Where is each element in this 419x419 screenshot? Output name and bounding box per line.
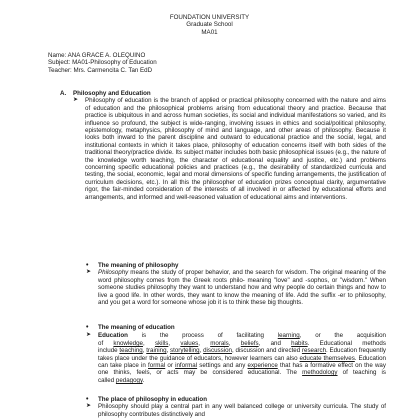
subsection-heading <box>86 324 386 331</box>
university-name: FOUNDATION UNIVERSITY <box>169 14 250 21</box>
link-research[interactable]: research <box>301 347 327 355</box>
link-learning[interactable]: learning <box>277 332 300 340</box>
link-educate-themselves[interactable]: educate themselves <box>299 354 355 362</box>
round-bullet-icon: • <box>86 324 89 331</box>
paragraph-text: Philosophy of education is the branch of applied or practical philosophy concerned with the nature and aims of education and the philosophical problems arising from educational theory and practice. Because that practice is ubiquitous in and across human societies, its social and individual manifestations so varied, and its influence so profound, the subject is wide-ranging, involving issues in ethics and social/political philosophy, epistemology, metaphysics, philosophy of mind and language, and other areas of philosophy. Because it looks both inward to the parent discipline and outward to educational practice and the social, legal, and institutional contexts in which it takes place, philosophy of education concerns itself with both sides of the traditional theory/practice divide. Its subject matter includes both basic philosophical issues (e.g., the nature of the knowledge worth teaching, the character of educational equality and justice, etc.) and problems concerning specific educational policies and practices (e.g., the desirability of standardized curricula and testing, the social, economic, legal and moral dimensions of specific funding arrangements, the justification of curriculum decisions, etc.). In all this the philosopher of education prizes conceptual clarity, argumentative rigor, the fair-minded consideration of the interests of all involved in or affected by educational efforts and arrangements, and informed and well-reasoned valuation of educational aims and interventions. <box>85 97 386 201</box>
link-formal[interactable]: formal <box>148 362 166 370</box>
link-values[interactable]: values <box>180 339 199 347</box>
link-teaching[interactable]: teaching <box>119 347 143 355</box>
section-meaning-of-education <box>86 324 386 384</box>
teacher-line: Teacher: Mrs. Carmencita C. Tan EdD <box>48 66 153 74</box>
arrow-bullet-icon: ➤ <box>86 269 92 276</box>
term-education: Education <box>98 332 128 340</box>
link-training[interactable]: training <box>146 347 167 355</box>
round-bullet-icon: • <box>86 262 89 269</box>
paragraph-item <box>73 97 386 201</box>
link-morals[interactable]: morals <box>210 339 229 347</box>
link-habits[interactable]: habits <box>291 339 308 347</box>
section-heading <box>60 90 386 97</box>
document-header <box>0 14 419 36</box>
link-storytelling[interactable]: storytelling <box>170 347 200 355</box>
section-title: Philosophy and Education <box>73 90 151 97</box>
link-informal[interactable]: informal <box>175 362 198 370</box>
paragraph-text: Philosophy means the study of proper behavior, and the search for wisdom. The original meaning of the word philosophy comes from the Greek roots philo- meaning "love" and -sophos, or "wisdom." When someone studies philosophy they want to understand how and why people do certain things and how to live a good life. In other words, they want to know the meaning of life. Add the suffix -er to philosophy, and you get a word for someone whose job it is to think these big thoughts. <box>98 269 386 307</box>
student-info <box>48 52 157 74</box>
link-experience[interactable]: experience <box>247 362 278 370</box>
arrow-bullet-icon: ➤ <box>86 332 92 339</box>
paragraph-text: Education is the process of facilitating learning, or the acquisition of knowledge, skills, values, morals, beliefs, and habits. Educational methods include teaching, training, storytelling, discussion, discussion and directed research. Education frequently takes place under the guidance of educators, however learners can also educate themselves. Education can take place in formal or informal settings and any experience that has a formative effect on the way one thinks, feels, or acts may be considered educational. The methodology of teaching is called pedagogy. <box>98 332 386 384</box>
subsection-title: The place of philosophy in education <box>98 396 207 403</box>
subsection-title: The meaning of philosophy <box>98 262 179 269</box>
subsection-heading <box>86 396 386 403</box>
link-methodology[interactable]: methodology <box>302 369 338 377</box>
section-meaning-of-philosophy <box>86 262 386 306</box>
link-skills[interactable]: skills <box>154 339 169 347</box>
paragraph-item <box>86 403 386 418</box>
paragraph-item <box>86 269 386 306</box>
subject-line: Subject: MA01-Philosophy of Education <box>48 59 157 67</box>
section-place-of-philosophy <box>86 396 386 418</box>
subsection-heading <box>86 262 386 269</box>
section-philosophy-and-education <box>60 90 386 201</box>
link-pedagogy[interactable]: pedagogy <box>115 376 143 384</box>
link-discussion[interactable]: discussion <box>203 347 232 355</box>
link-knowledge[interactable]: knowledge <box>113 339 143 347</box>
paragraph-text: Philosophy should play a central part in any well balanced college or university curricula. The study of philosophy contributes distinctively and <box>98 403 386 418</box>
link-beliefs[interactable]: beliefs <box>240 339 259 347</box>
round-bullet-icon: • <box>86 396 89 403</box>
arrow-bullet-icon: ➤ <box>73 97 79 104</box>
student-name: Name: ANA GRACE A. OLEQUINO <box>48 52 146 59</box>
term-philosophy: Philosophy <box>98 269 129 277</box>
school-name: Graduate School <box>186 21 233 29</box>
subsection-title: The meaning of education <box>98 324 175 331</box>
section-marker: A. <box>60 90 67 97</box>
course-code: MA01 <box>201 28 218 36</box>
paragraph-item <box>86 332 386 384</box>
arrow-bullet-icon: ➤ <box>86 403 92 410</box>
